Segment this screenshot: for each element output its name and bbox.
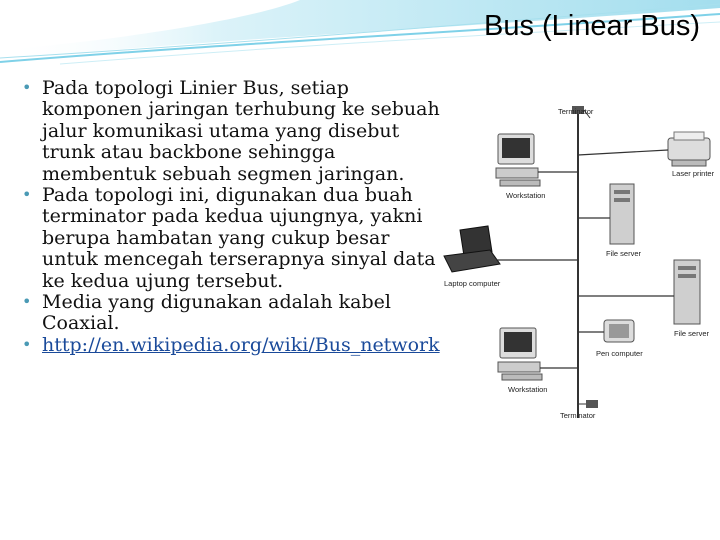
laser-printer-label: Laser printer [672,169,715,178]
file-server-icon [674,260,700,324]
terminator-bottom-label: Terminator [560,411,596,420]
terminator-top-label: Terminator [558,107,594,116]
pen-computer-label: Pen computer [596,349,643,358]
bullet-icon: • [22,185,32,205]
wikipedia-link[interactable]: http://en.wikipedia.org/wiki/Bus_network [42,333,440,356]
workstation-icon [496,134,540,186]
workstation-bottom-label: Workstation [508,385,548,394]
list-item [20,78,440,185]
bullet-text: Media yang digunakan adalah kabel Coaxial. [42,291,391,335]
bullet-icon: • [22,334,32,354]
bullet-icon: • [22,78,32,97]
laser-printer-icon [668,132,710,166]
workstation-top-label: Workstation [506,191,546,200]
header-banner [0,0,720,80]
list-item [20,335,440,356]
pen-computer-icon [604,320,634,342]
list-item [20,185,440,292]
workstation-icon [498,328,542,380]
page-title: Bus (Linear Bus) [484,10,700,42]
list-item [20,292,440,335]
laptop-label: Laptop computer [444,279,501,288]
bullet-icon: • [22,292,32,312]
bus-topology-diagram [430,100,720,430]
bullet-text: Pada topologi ini, digunakan dua buah terminator pada kedua ujungnya, yakni berupa hambatan yang cukup besar untuk mencegah terserapnya sinyal data ke kedua ujung tersebut. [42,184,436,292]
file-server-1-label: File server [606,249,642,258]
bullet-text: Pada topologi Linier Bus, setiap komponen jaringan terhubung ke sebuah jalur komunikasi utama yang disebut trunk atau backbone sehingga membentuk sebuah segmen jaringan. [42,77,440,185]
file-server-icon [610,184,634,244]
laptop-icon [444,226,500,272]
file-server-2-label: File server [674,329,710,338]
bullet-list [20,78,440,356]
terminator-icon [578,400,598,408]
